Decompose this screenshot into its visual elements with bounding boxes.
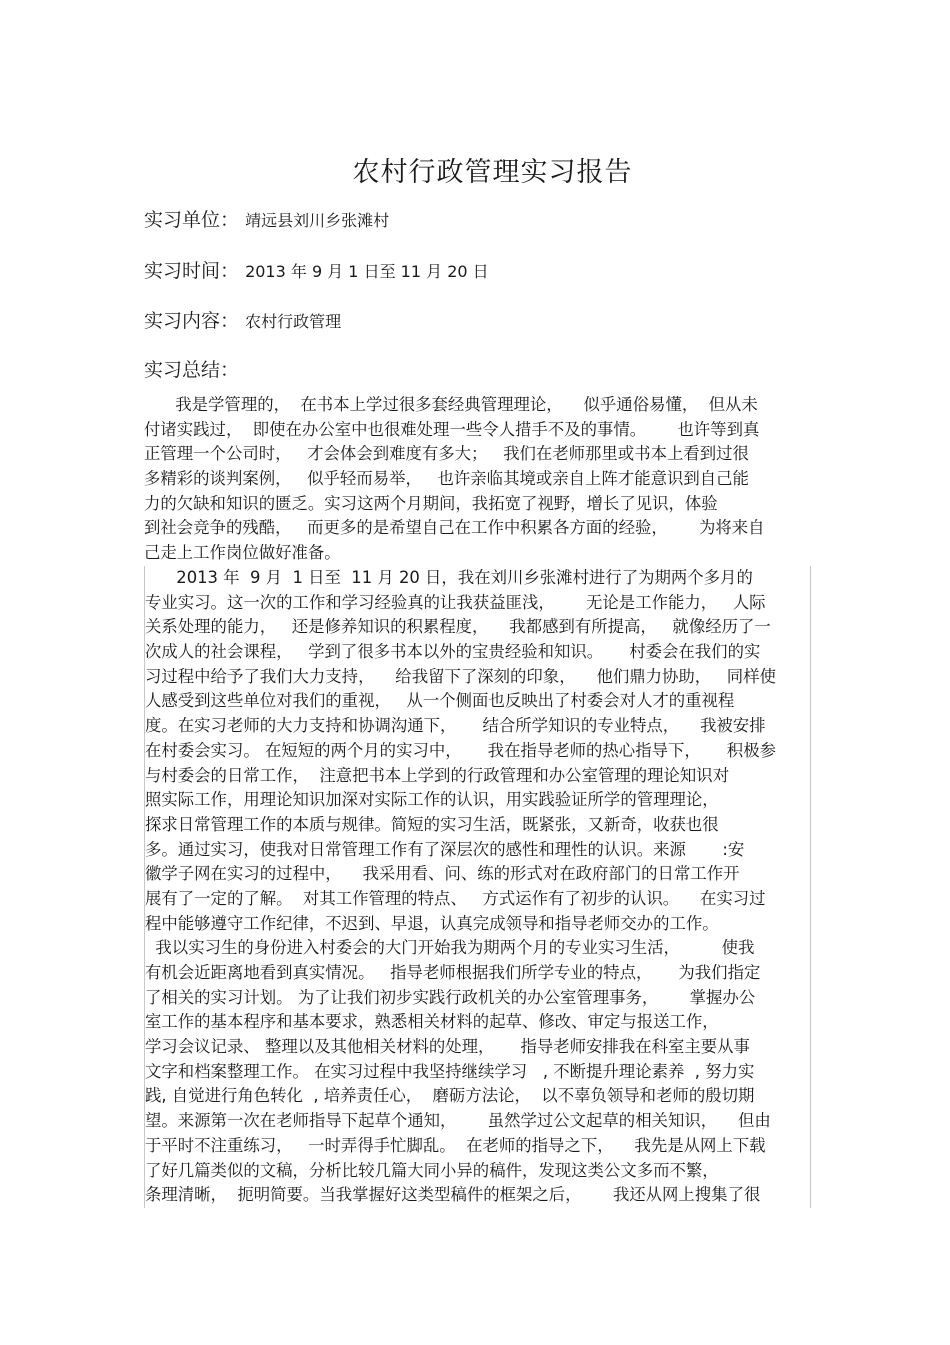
text-line: 于平时不注重练习， 一时弄得手忙脚乱。 在老师的指导之下， 我先是从网上下载 <box>145 1135 766 1155</box>
text-line: 多精彩的谈判案例， 似乎轻而易举， 也许亲临其境或亲自上阵才能意识到自己能 <box>144 469 749 489</box>
text-line: 展有了一定的了解。 对其工作管理的特点、 方式运作有了初步的认识。 在实习过 <box>145 888 766 908</box>
text-line: 次成人的社会课程， 学到了很多书本以外的宝贵经验和知识。 村委会在我们的实 <box>145 642 761 662</box>
report-title: 农村行政管理实习报告 <box>352 157 633 188</box>
text-line: 度。在实习老师的大力支持和协调沟通下， 结合所学知识的专业特点， 我被安排 <box>145 716 766 736</box>
text-line: 人感受到这些单位对我们的重视， 从一个侧面也反映出了村委会对人才的重视程 <box>145 691 735 711</box>
text-line: 条理清晰， 扼明简要。当我掌握好这类型稿件的框架之后， 我还从网上搜集了很 <box>145 1185 761 1205</box>
text-line: 己走上工作岗位做好准备。 <box>144 543 341 563</box>
text-line: 我是学管理的， 在书本上学过很多套经典管理理论， 似乎通俗易懂， 但从未 <box>144 395 758 414</box>
text-line: 关系处理的能力， 还是修养知识的积累程度， 我都感到有所提高， 就像经历了一 <box>145 617 771 637</box>
internship-unit <box>144 205 389 232</box>
text-line: 探求日常管理工作的本质与规律。简短的实习生活，既紧张，又新奇，收获也很 <box>145 814 719 834</box>
internship-time-label: 实习时间： <box>144 260 240 282</box>
text-line: 了好几篇类似的文稿，分析比较几篇大同小异的稿件，发现这类公文多而不繁， <box>145 1160 719 1180</box>
text-line: 我以实习生的身份进入村委会的大门开始我为期两个月的专业实习生活， 使我 <box>145 938 755 958</box>
internship-time-value: 2013 年 9 月 1 日至 11 月 20 日 <box>245 262 489 281</box>
internship-summary <box>144 355 239 382</box>
internship-summary-label: 实习总结： <box>144 359 240 381</box>
internship-unit-label: 实习单位： <box>144 209 240 231</box>
text-line: 力的欠缺和知识的匮乏。实习这两个月期间，我拓宽了视野，增长了见识，体验 <box>144 493 718 513</box>
text-line: 望。来源第一次在老师指导下起草个通知， 虽然学过公文起草的相关知识， 但由 <box>145 1111 771 1131</box>
internship-content <box>144 306 341 333</box>
text-line: 有机会近距离地看到真实情况。 指导老师根据我们所学专业的特点， 为我们指定 <box>145 963 761 982</box>
text-line: 程中能够遵守工作纪律，不迟到、早退，认真完成领导和指导老师交办的工作。 <box>145 913 719 933</box>
text-line: 专业实习。这一次的工作和学习经验真的让我获益匪浅， 无论是工作能力， 人际 <box>145 592 766 612</box>
text-line: 2013 年 9 月 1 日至 11 月 20 日，我在刘川乡张滩村进行了为期两个多月的 <box>145 568 753 587</box>
text-line: 付诸实践过， 即使在办公室中也很难处理一些令人措手不及的事情。 也许等到真 <box>144 419 760 439</box>
text-line: 习过程中给予了我们大力支持， 给我留下了深刻的印象， 他们鼎力协助， 同样使 <box>145 666 776 686</box>
internship-content-label: 实习内容： <box>144 310 240 332</box>
text-line: 与村委会的日常工作， 注意把书本上学到的行政管理和办公室管理的理论知识对 <box>145 765 730 785</box>
text-line: 照实际工作，用理论知识加深对实际工作的认识，用实践验证所学的管理理论， <box>145 790 719 810</box>
paragraph-intro <box>144 393 809 566</box>
text-line: 徽学子网在实习的过程中， 我采用看、问、练的形式对在政府部门的日常工作开 <box>145 864 740 884</box>
text-line: 在村委会实习。 在短短的两个月的实习中， 我在指导老师的热心指导下， 积极参 <box>145 740 776 760</box>
text-line: 学习会议记录、 整理以及其他相关材料的处理， 指导老师安排我在科室主要从事 <box>145 1037 750 1057</box>
text-line: 到社会竞争的残酷， 而更多的是希望自己在工作中积累各方面的经验， 为将来自 <box>144 518 765 538</box>
text-line: 了相关的实习计划。 为了让我们初步实践行政机关的办公室管理事务， 掌握办公 <box>145 987 756 1007</box>
internship-unit-value: 靖远县刘川乡张滩村 <box>245 211 390 230</box>
paragraph-main <box>144 566 811 1208</box>
text-line: 践, 自觉进行角色转化 , 培养责任心， 磨砺方法论， 以不辜负领导和老师的殷切期 <box>145 1086 755 1106</box>
internship-time <box>144 256 489 283</box>
text-line: 文字和档案整理工作。 在实习过程中我坚持继续学习 , 不断提升理论素养 , 努力实 <box>145 1061 755 1081</box>
text-line: 多。通过实习，使我对日常管理工作有了深层次的感性和理性的认识。来源 :安 <box>145 839 745 859</box>
internship-content-value: 农村行政管理 <box>245 312 342 331</box>
text-line: 正管理一个公司时， 才会体会到难度有多大； 我们在老师那里或书本上看到过很 <box>144 444 749 464</box>
text-line: 室工作的基本程序和基本要求，熟悉相关材料的起草、修改、审定与报送工作， <box>145 1012 719 1032</box>
